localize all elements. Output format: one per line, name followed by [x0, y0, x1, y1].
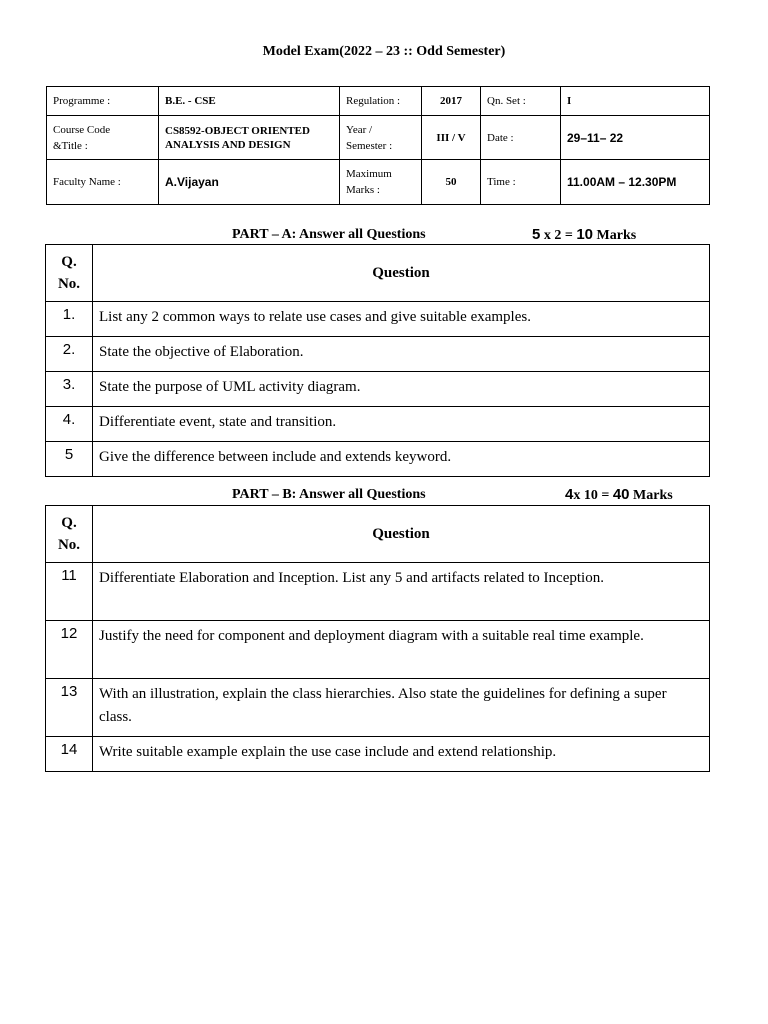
part-b-marks [565, 486, 673, 504]
part-b-marks-num1: 4 [565, 486, 574, 503]
part-b-marks-end: Marks [629, 488, 673, 503]
question-number: 13 [46, 679, 93, 737]
course-label-line1: Course Code [53, 123, 111, 136]
year-label-line2: Semester : [346, 139, 393, 152]
course-value-line1: CS8592-OBJECT ORIENTED [165, 124, 310, 137]
part-a-marks [532, 226, 636, 244]
question-text: Write suitable example explain the use case include and extend relationship. [93, 737, 710, 772]
course-value [159, 116, 340, 160]
programme-value: B.E. - CSE [159, 87, 340, 116]
question-text: Give the difference between include and extends keyword. [93, 442, 710, 477]
date-value: 29–11– 22 [561, 116, 710, 160]
part-a-question-row [46, 407, 710, 442]
programme-label: Programme : [47, 87, 159, 116]
part-a-header-row [46, 245, 710, 302]
question-number: 4. [46, 407, 93, 442]
part-a-marks-end: Marks [593, 228, 637, 243]
part-b-marks-mid: x 10 = [573, 488, 613, 503]
part-b-col-qno-line2: No. [57, 537, 81, 553]
info-row-faculty [47, 160, 710, 205]
question-text: List any 2 common ways to relate use cases and give suitable examples. [93, 302, 710, 337]
part-b-question-row [46, 621, 710, 679]
info-row-programme [47, 87, 710, 116]
year-semester-value: III / V [422, 116, 481, 160]
part-a-col-qno-line1: Q. [61, 254, 77, 270]
max-marks-label [340, 160, 422, 205]
question-number: 14 [46, 737, 93, 772]
max-label-line1: Maximum [346, 168, 392, 180]
part-a-question-row [46, 372, 710, 407]
part-b-col-qno [46, 506, 93, 563]
time-value: 11.00AM – 12.30PM [561, 160, 710, 205]
part-a-marks-num2: 10 [576, 226, 594, 243]
question-text: State the objective of Elaboration. [93, 337, 710, 372]
question-text: Differentiate event, state and transition. [93, 407, 710, 442]
regulation-value: 2017 [422, 87, 481, 116]
course-label-line2: &Title : [53, 139, 88, 152]
part-b-marks-num2: 40 [612, 486, 630, 503]
part-b-col-qno-line1: Q. [61, 515, 77, 531]
part-a-col-qno-line2: No. [57, 276, 81, 292]
faculty-label: Faculty Name : [47, 160, 159, 205]
part-b-table [45, 505, 710, 772]
question-number: 3. [46, 372, 93, 407]
part-a-marks-mid: x 2 = [540, 228, 577, 243]
time-label: Time : [481, 160, 561, 205]
part-a-question-row [46, 302, 710, 337]
question-text: State the purpose of UML activity diagram. [93, 372, 710, 407]
qnset-label: Qn. Set : [481, 87, 561, 116]
part-b-heading: PART – B: Answer all Questions [232, 487, 426, 502]
date-label: Date : [481, 116, 561, 160]
part-b-question-row [46, 563, 710, 621]
question-text: Differentiate Elaboration and Inception. List any 5 and artifacts related to Inception. [93, 563, 710, 621]
exam-info-table [46, 86, 710, 205]
year-semester-label [340, 116, 422, 160]
regulation-label: Regulation : [340, 87, 422, 116]
part-b-col-question: Question [93, 506, 710, 563]
part-a-col-question: Question [93, 245, 710, 302]
question-text: With an illustration, explain the class hierarchies. Also state the guidelines for defining a super class. [93, 679, 710, 737]
question-number: 5 [46, 442, 93, 477]
year-label-line1: Year / [346, 123, 373, 136]
question-text: Justify the need for component and deployment diagram with a suitable real time example. [93, 621, 710, 679]
part-a-question-row [46, 442, 710, 477]
max-label-line2: Marks : [346, 184, 380, 196]
part-a-heading: PART – A: Answer all Questions [232, 227, 426, 242]
question-number: 1. [46, 302, 93, 337]
part-b-question-row [46, 679, 710, 737]
part-b-question-row [46, 737, 710, 772]
faculty-value: A.Vijayan [159, 160, 340, 205]
exam-title: Model Exam(2022 – 23 :: Odd Semester) [262, 44, 506, 59]
info-row-course [47, 116, 710, 160]
course-label [47, 116, 159, 160]
question-number: 12 [46, 621, 93, 679]
part-a-question-row [46, 337, 710, 372]
question-number: 11 [46, 563, 93, 621]
qnset-value: I [561, 87, 710, 116]
course-value-line2: ANALYSIS AND DESIGN [165, 138, 291, 151]
part-b-header-row [46, 506, 710, 563]
part-a-col-qno [46, 245, 93, 302]
part-a-marks-num1: 5 [532, 226, 541, 243]
question-number: 2. [46, 337, 93, 372]
part-a-table [45, 244, 710, 477]
max-marks-value: 50 [422, 160, 481, 205]
